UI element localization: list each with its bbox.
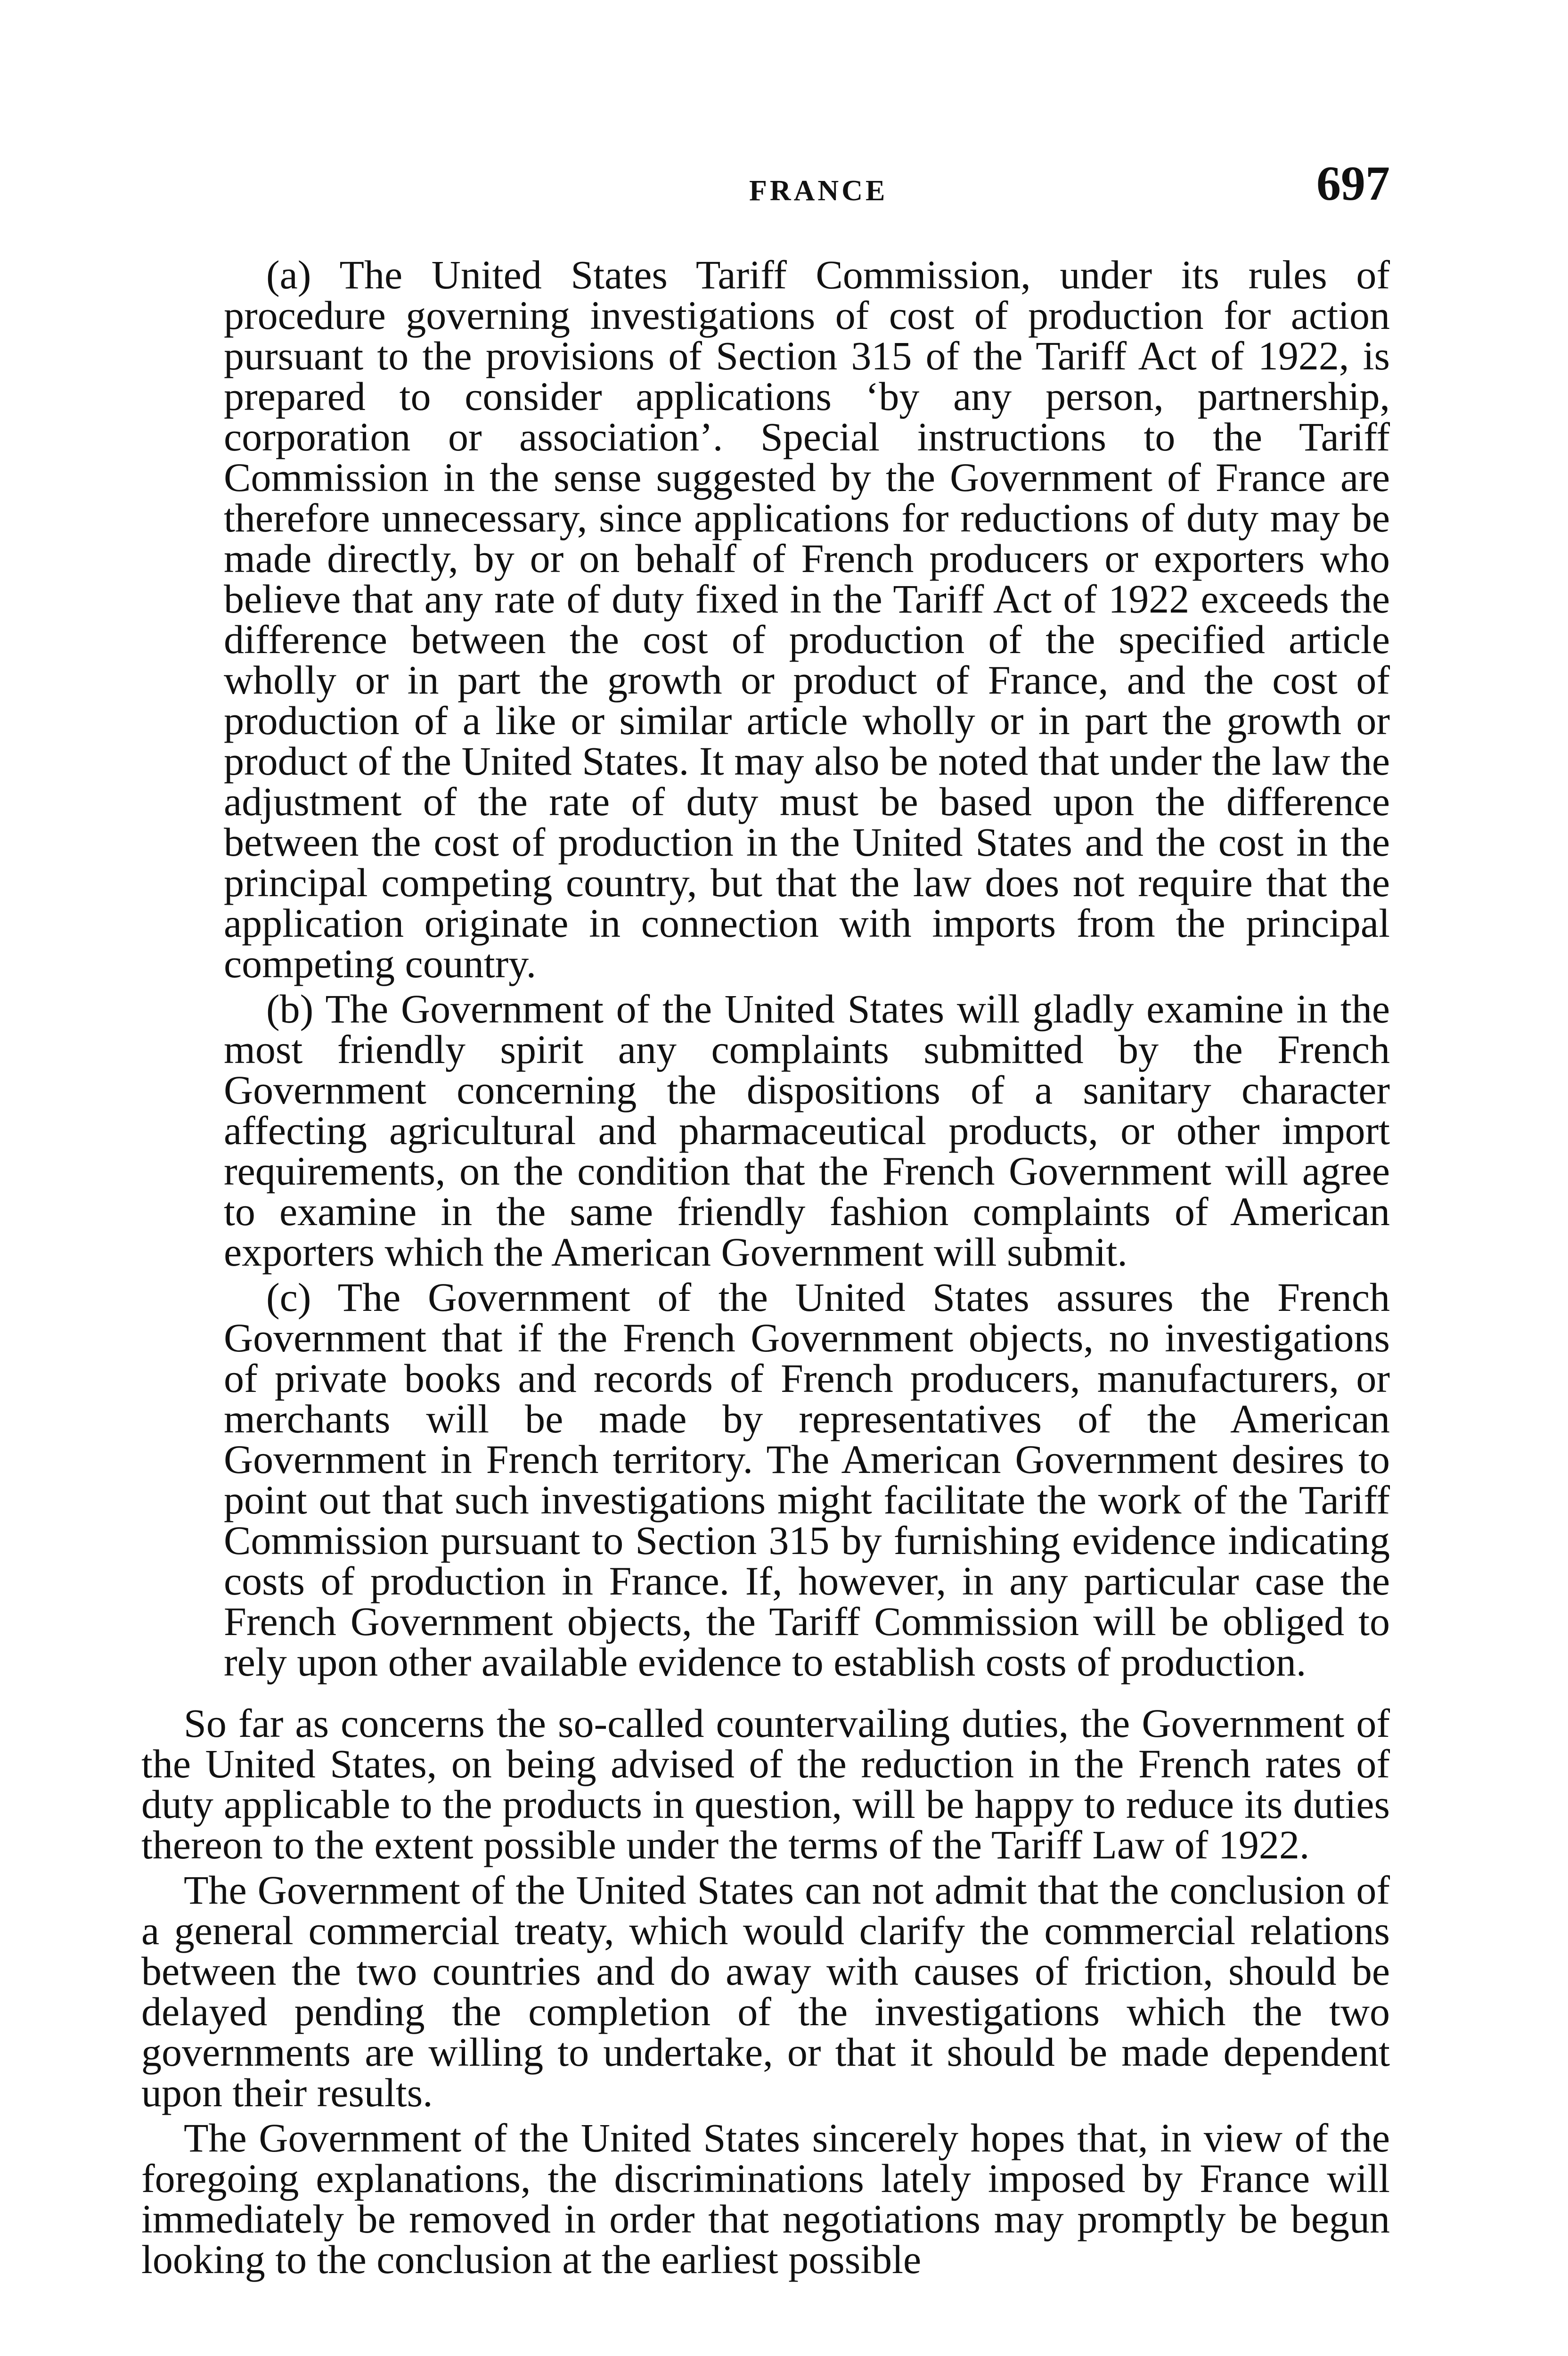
body-text — [141, 254, 1390, 2280]
running-head: FRANCE — [749, 175, 888, 207]
subparagraph-label: (a) — [266, 252, 311, 297]
subparagraph-a — [224, 254, 1390, 984]
subparagraph-list — [224, 252, 1390, 1685]
paragraph-commercial-treaty: The Government of the United States can not admit that the conclusion of a general commercial treaty, which would clarify the commercial relations between the two countries and do away with causes of friction, should be delayed pending the completion of the investigations which the two governments are willing to undertake, or that it should be made dependent upon their results. — [141, 1867, 1390, 2115]
page-header — [141, 155, 1390, 212]
paragraph-conclusion-hopes: The Government of the United States sincerely hopes that, in view of the foregoing explanations, the discriminations lately imposed by France will immediately be removed in order that negotiations may promptly be begun looking to the conclusion at the earliest possible — [141, 2115, 1390, 2282]
paragraph-countervailing-duties: So far as concerns the so-called countervailing duties, the Government of the United States, on being advised of the reduction in the French rates of duty applicable to the products in question, will be happy to reduce its duties thereon to the extent possible under the terms of the Tariff Law of 1922. — [141, 1701, 1390, 1867]
subparagraph-b — [224, 986, 1390, 1275]
subparagraph-label: (b) — [266, 986, 314, 1031]
subparagraph-text: The Government of the United States assures the French Government that if the French Government objects, no investigations of private books and records of French producers, manufacturers, or merchants will be made by representatives of the American Government in French territory. The American Government desires to point out that such investigations might facilitate the work of the Tariff Commission pursuant to Section 315 by furnishing evidence indicating costs of production in France. If, however, in any particular case the French Government objects, the Tariff Commission will be obliged to rely upon other available evidence to establish costs of production. — [224, 1275, 1390, 1685]
subparagraph-label: (c) — [266, 1275, 311, 1320]
subparagraph-c — [224, 1275, 1390, 1685]
subparagraph-text: The United States Tariff Commission, under its rules of procedure governing investigations of cost of production for action pursuant to the provisions of Section 315 of the Tariff Act of 1922, is prepared to consider applications ‘by any person, partnership, corporation or association’. Special instructions to the Tariff Commission in the sense suggested by the Government of France are therefore unnecessary, since applications for reductions of duty may be made directly, by or on behalf of French producers or exporters who believe that any rate of duty fixed in the Tariff Act of 1922 exceeds the difference between the cost of production of the specified article wholly or in part the growth or product of France, and the cost of production of a like or similar article wholly or in part the growth or product of the United States. It may also be noted that under the law the adjustment of the rate of duty must be based upon the difference between the cost of production in the United States and the cost in the principal competing country, but that the law does not require that the application originate in connection with imports from the principal competing country. — [224, 252, 1390, 986]
page-number: 697 — [1316, 156, 1390, 211]
subparagraph-text: The Government of the United States will gladly examine in the most friendly spirit any complaints submitted by the French Government concerning the dispositions of a sanitary character affecting agricultural and pharmaceutical products, or other import requirements, on the condition that the French Government will agree to examine in the same friendly fashion complaints of American exporters which the American Government will submit. — [224, 986, 1390, 1275]
